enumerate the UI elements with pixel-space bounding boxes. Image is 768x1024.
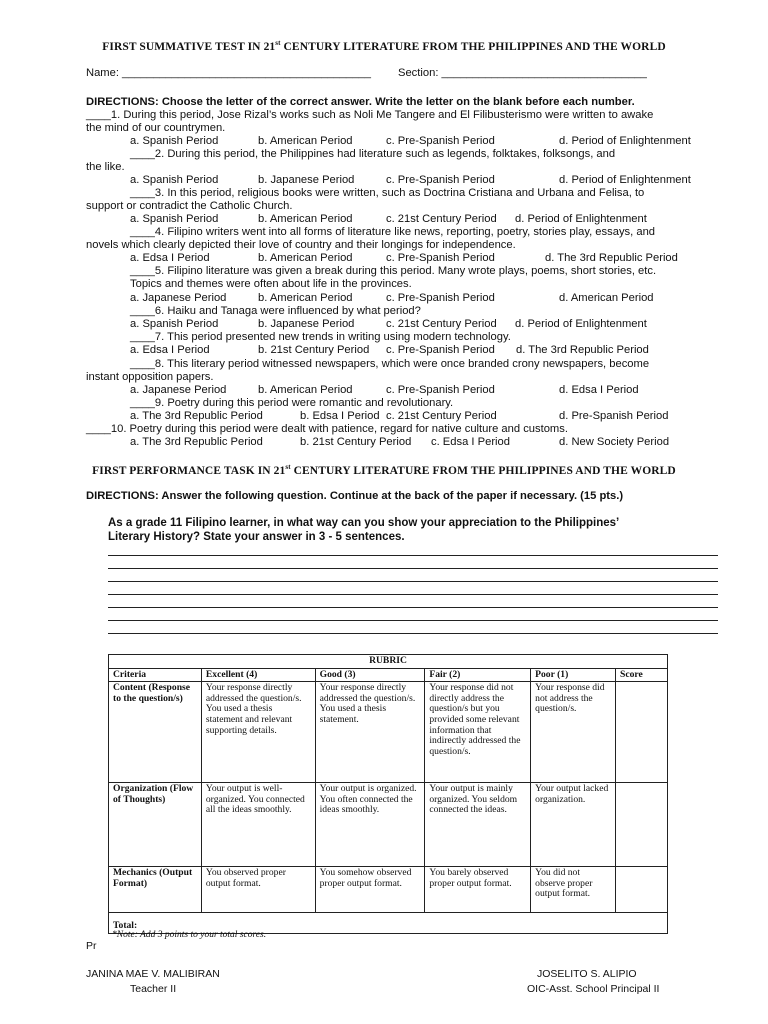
rubric-criteria-content: Content (Response to the question/s) bbox=[109, 682, 202, 783]
question-9-option-b: b. Edsa I Period bbox=[300, 410, 380, 422]
rubric-header-fair: Fair (2) bbox=[425, 668, 531, 682]
rubric-cell: Your response directly addressed the question/s. You used a thesis statement. bbox=[315, 682, 425, 783]
rubric-note: *Note: Add 3 points to your total scores. bbox=[112, 930, 267, 940]
teacher-title: Teacher II bbox=[130, 983, 177, 995]
question-7-line-1: ____7. This period presented new trends in writing using modern technology. bbox=[130, 331, 511, 343]
section-field: Section: _________________________________ bbox=[398, 67, 647, 79]
question-7-option-b: b. 21st Century Period bbox=[258, 344, 370, 356]
principal-title: OIC-Asst. School Principal II bbox=[527, 983, 660, 995]
question-6-option-a: a. Spanish Period bbox=[130, 318, 219, 330]
question-5-option-b: b. American Period bbox=[258, 292, 353, 304]
rubric-cell: Your response did not directly address the question/s but you provided some relevant information that indirectly addressed the question/s. bbox=[425, 682, 531, 783]
answer-line-3[interactable] bbox=[108, 581, 718, 582]
teacher-name: JANINA MAE V. MALIBIRAN bbox=[86, 968, 220, 980]
rubric-criteria-mechanics: Mechanics (Output Format) bbox=[109, 867, 202, 913]
question-6-option-d: d. Period of Enlightenment bbox=[515, 318, 647, 330]
question-1-option-c: c. Pre-Spanish Period bbox=[386, 135, 495, 147]
question-5-line-2: Topics and themes were often about life in the provinces. bbox=[130, 278, 412, 290]
question-6-option-b: b. Japanese Period bbox=[258, 318, 355, 330]
question-3-line-2: support or contradict the Catholic Church. bbox=[86, 200, 293, 212]
task-prompt-line-2: Literary History? State your answer in 3 - 5 sentences. bbox=[108, 531, 405, 543]
answer-line-4[interactable] bbox=[108, 594, 718, 595]
question-8-option-d: d. Edsa I Period bbox=[559, 384, 639, 396]
question-1-option-b: b. American Period bbox=[258, 135, 353, 147]
rubric-cell: Your output is organized. You often connected the ideas smoothly. bbox=[315, 783, 425, 867]
rubric-cell: Your response did not address the question/s. bbox=[531, 682, 616, 783]
rubric-cell: You barely observed proper output format. bbox=[425, 867, 531, 913]
question-6-line-1: ____6. Haiku and Tanaga were influenced by what period? bbox=[130, 305, 421, 317]
rubric-criteria-organization: Organization (Flow of Thoughts) bbox=[109, 783, 202, 867]
question-8-line-1: ____8. This literary period witnessed newspapers, which were once branded crony newspapers, become bbox=[130, 358, 650, 370]
question-8-option-a: a. Japanese Period bbox=[130, 384, 227, 396]
question-3-option-b: b. American Period bbox=[258, 213, 353, 225]
question-9-option-c: c. 21st Century Period bbox=[386, 410, 497, 422]
question-7-option-a: a. Edsa I Period bbox=[130, 344, 210, 356]
principal-name: JOSELITO S. ALIPIO bbox=[537, 968, 637, 980]
question-1-option-d: d. Period of Enlightenment bbox=[559, 135, 691, 147]
question-8-option-c: c. Pre-Spanish Period bbox=[386, 384, 495, 396]
rubric-header-criteria: Criteria bbox=[109, 668, 202, 682]
question-4-option-a: a. Edsa I Period bbox=[130, 252, 210, 264]
answer-line-6[interactable] bbox=[108, 620, 718, 621]
task-prompt-line-1: As a grade 11 Filipino learner, in what way can you show your appreciation to the Philippines’ bbox=[108, 517, 620, 529]
rubric-header-row bbox=[109, 668, 668, 682]
question-4-line-1: ____4. Filipino writers went into all forms of literature like news, reporting, poetry, stories play, essays, and bbox=[130, 226, 656, 238]
question-1-option-a: a. Spanish Period bbox=[130, 135, 219, 147]
answer-line-7[interactable] bbox=[108, 633, 718, 634]
task-directions: DIRECTIONS: Answer the following question. Continue at the back of the paper if necessary. (15 pts.) bbox=[86, 490, 624, 502]
question-8-option-b: b. American Period bbox=[258, 384, 353, 396]
question-2-option-c: c. Pre-Spanish Period bbox=[386, 174, 495, 186]
question-3-option-a: a. Spanish Period bbox=[130, 213, 219, 225]
rubric-header-excellent: Excellent (4) bbox=[201, 668, 315, 682]
question-7-option-d: d. The 3rd Republic Period bbox=[516, 344, 649, 356]
question-5-line-1: ____5. Filipino literature was given a break during this period. Many wrote plays, poems, short stories, etc. bbox=[130, 265, 657, 277]
rubric-cell: You somehow observed proper output format. bbox=[315, 867, 425, 913]
question-4-option-d: d. The 3rd Republic Period bbox=[545, 252, 678, 264]
rubric-total[interactable]: Total: bbox=[109, 913, 668, 934]
rubric-header-score: Score bbox=[616, 668, 668, 682]
rubric-score-cell[interactable] bbox=[616, 783, 668, 867]
rubric-row-mechanics bbox=[109, 867, 668, 913]
rubric-table bbox=[108, 654, 668, 934]
name-field: Name: ________________________________________ bbox=[86, 67, 371, 79]
question-1-line-1: ____1. During this period, Jose Rizal’s works such as Noli Me Tangere and El Filibusterismo were written to awake bbox=[86, 109, 654, 121]
rubric-score-cell[interactable] bbox=[616, 682, 668, 783]
question-2-line-2: the like. bbox=[86, 161, 125, 173]
question-10-option-c: c. Edsa I Period bbox=[431, 436, 510, 448]
rubric-cell: Your output lacked organization. bbox=[531, 783, 616, 867]
question-10-line-1: ____10. Poetry during this period were dealt with patience, regard for native culture and customs. bbox=[86, 423, 568, 435]
question-2-option-b: b. Japanese Period bbox=[258, 174, 355, 186]
question-7-option-c: c. Pre-Spanish Period bbox=[386, 344, 495, 356]
rubric-cell: Your output is well-organized. You connected all the ideas smoothly. bbox=[201, 783, 315, 867]
rubric-cell: You observed proper output format. bbox=[201, 867, 315, 913]
question-9-line-1: ____9. Poetry during this period were romantic and revolutionary. bbox=[130, 397, 454, 409]
question-4-option-b: b. American Period bbox=[258, 252, 353, 264]
question-3-option-c: c. 21st Century Period bbox=[386, 213, 497, 225]
question-4-option-c: c. Pre-Spanish Period bbox=[386, 252, 495, 264]
question-2-option-d: d. Period of Enlightenment bbox=[559, 174, 691, 186]
rubric-header-poor: Poor (1) bbox=[531, 668, 616, 682]
question-8-line-2: instant opposition papers. bbox=[86, 371, 214, 383]
rubric-cell: Your response directly addressed the question/s. You used a thesis statement and relevant supporting details. bbox=[201, 682, 315, 783]
question-10-option-b: b. 21st Century Period bbox=[300, 436, 412, 448]
rubric-cell: Your output is mainly organized. You seldom connected the ideas. bbox=[425, 783, 531, 867]
question-5-option-a: a. Japanese Period bbox=[130, 292, 227, 304]
question-5-option-c: c. Pre-Spanish Period bbox=[386, 292, 495, 304]
performance-task-title: FIRST PERFORMANCE TASK IN 21st CENTURY LITERATURE FROM THE PHILIPPINES AND THE WORLD bbox=[92, 463, 676, 477]
question-10-option-a: a. The 3rd Republic Period bbox=[130, 436, 263, 448]
question-2-option-a: a. Spanish Period bbox=[130, 174, 219, 186]
rubric-row-organization bbox=[109, 783, 668, 867]
answer-line-2[interactable] bbox=[108, 568, 718, 569]
stray-text: Pr bbox=[86, 940, 97, 952]
question-9-option-d: d. Pre-Spanish Period bbox=[559, 410, 669, 422]
rubric-title: RUBRIC bbox=[109, 655, 668, 669]
question-10-option-d: d. New Society Period bbox=[559, 436, 670, 448]
question-3-option-d: d. Period of Enlightenment bbox=[515, 213, 647, 225]
answer-line-5[interactable] bbox=[108, 607, 718, 608]
rubric-header-good: Good (3) bbox=[315, 668, 425, 682]
summative-test-title: FIRST SUMMATIVE TEST IN 21st CENTURY LITERATURE FROM THE PHILIPPINES AND THE WORLD bbox=[102, 39, 666, 53]
question-3-line-1: ____3. In this period, religious books were written, such as Doctrina Cristiana and Urbana and Felisa, to bbox=[130, 187, 645, 199]
question-2-line-1: ____2. During this period, the Philippines had literature such as legends, folktakes, folksongs, and bbox=[130, 148, 616, 160]
rubric-score-cell[interactable] bbox=[616, 867, 668, 913]
question-5-option-d: d. American Period bbox=[559, 292, 654, 304]
rubric-cell: You did not observe proper output format. bbox=[531, 867, 616, 913]
question-4-line-2: novels which clearly depicted their love of country and their longings for independence. bbox=[86, 239, 516, 251]
question-6-option-c: c. 21st Century Period bbox=[386, 318, 497, 330]
question-1-line-2: the mind of our countrymen. bbox=[86, 122, 226, 134]
test-directions: DIRECTIONS: Choose the letter of the correct answer. Write the letter on the blank before each number. bbox=[86, 96, 635, 108]
rubric-row-content bbox=[109, 682, 668, 783]
question-9-option-a: a. The 3rd Republic Period bbox=[130, 410, 263, 422]
answer-line-1[interactable] bbox=[108, 555, 718, 556]
